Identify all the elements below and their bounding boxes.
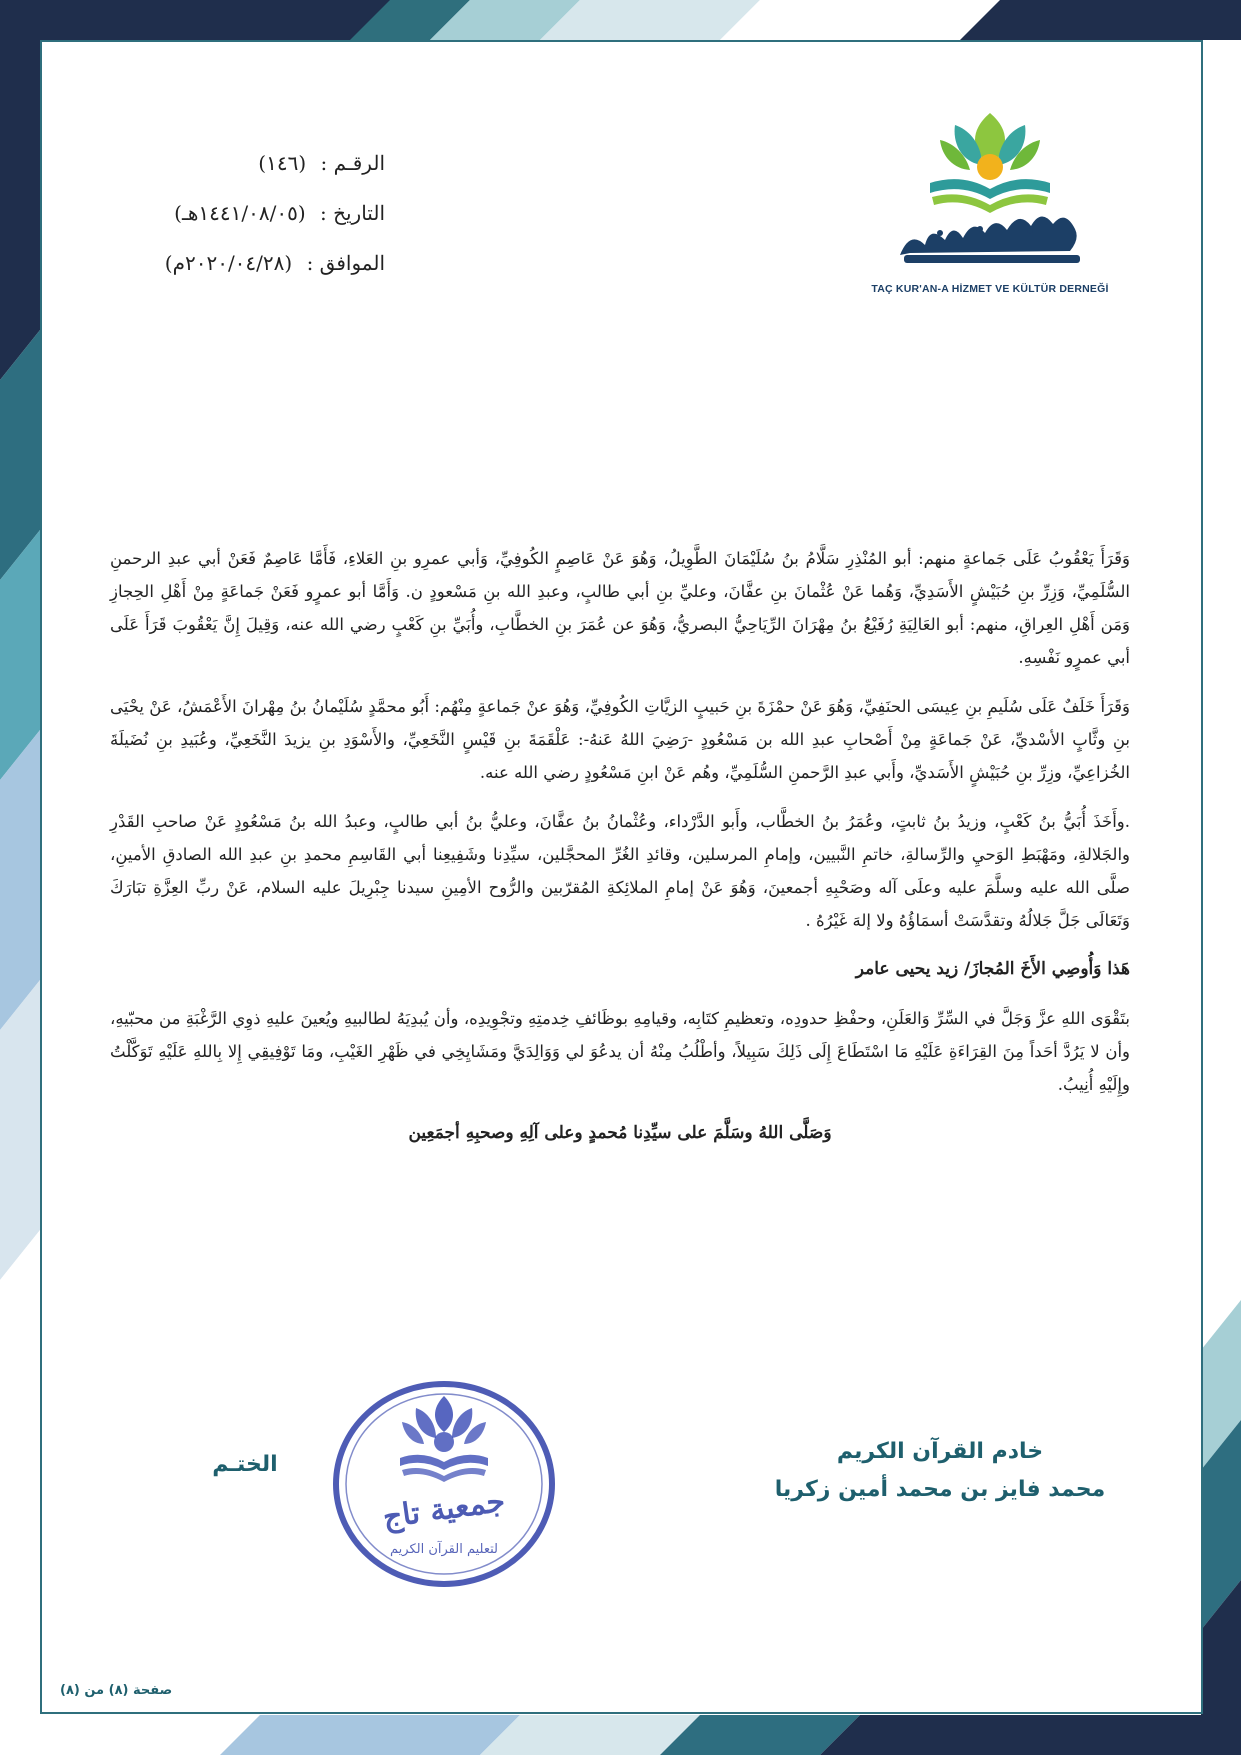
reference-number-value: (١٤٦) <box>258 151 307 175</box>
signatory-name: محمد فايز بن محمد أمين زكريا <box>774 1477 1106 1502</box>
gregorian-date-value: (٢٠٢٠/٠٤/٢٨م) <box>164 251 293 275</box>
hijri-date-label: التاريخ : <box>319 201 385 225</box>
seal-main-text: جمعية تاج <box>380 1483 508 1536</box>
signatory-title: خادم القرآن الكريم <box>836 1439 1044 1464</box>
certificate-body <box>110 542 1130 1166</box>
lotus-book-logo-icon <box>870 105 1110 305</box>
recommendation-heading: هَذا وَأُوصِي الأَخَ المُجازَ/ زيد يحيى عامر <box>855 959 1130 979</box>
organization-name-turkish: TAÇ KUR'AN-A HİZMET VE KÜLTÜR DERNEĞİ <box>871 283 1109 295</box>
seal-label: الختـم <box>212 1452 278 1477</box>
reference-info <box>165 148 385 298</box>
closing-blessing: وَصَلَّى اللهُ وسَلَّمَ على سيِّدِنا مُحمدٍ وعلى آلِهِ وصحبِهِ أجمَعِين <box>408 1123 832 1143</box>
paragraph-chain-yaqub: وَقَرَأَ يَعْقُوبُ عَلَى جَماعةٍ منهم: أبو المُنْذِرِ سَلَّامُ بنُ سُلَيْمَانَ الطَّوِيلُ، وَهُوَ عَنْ عَاصِمٍ الكُوفِيِّ، وَأبي عمرِو بنِ العَلاءِ، فَأَمَّا عَاصِمٌ فَعَنْ أبي عبدِ الرحمنِ السُّلَمِيِّ، وَزِرِّ بنِ حُبَيْشٍ الأَسَدِيِّ، وَهُما عَنْ عُثْمانَ بنِ عفَّانَ، وعليِّ بنِ أبي طالبٍ، وعبدِ الله بنِ مَسْعودٍ ن. وَأَمَّا أبو عمرٍو فَعَنْ جَماعَةٍ مِنْ أَهْلِ الحِجازِ وَمَن أَهْلِ العِراقِ، منهم: أبو العَالِيَةِ رُفَيْعُ بنُ مِهْرَانَ الرِّيَاحِيُّ البصريُّ، وَهُوَ عن عُمَرَ بنِ الخطَّابِ، وأُبَيِّ بنِ كَعْبٍ رضي الله عنه، وَقِيلَ إِنَّ يَعْقُوبَ قَرَأَ عَلَى أبي عمرٍو نَفْسِهِ. <box>110 549 1130 667</box>
reference-number <box>165 148 385 198</box>
paragraph-advice: بتَقْوَى اللهِ عزَّ وَجَلَّ في السِّرِّ وَالعَلَنِ، وحفْظِ حدودِه، وتعظيمِ كتَابِه، وقيامِهِ بوظَائفِ خِدمتِهِ وتجْوِيدِه، وأن يُبدِيَهُ لطالبيهِ ويُعينَ عليهِ ذوِي الرَّغْبَةِ من محبّيهِ، وأن لا يَرُدَّ أحَداً مِنَ القِرَاءَةِ عَلَيْهِ مَا اسْتَطَاعَ إِلَى ذَلِكَ سَبِيلاً، وأطْلُبُ مِنْهُ أن يدعُوَ لي وَوَالِدَيَّ ومَشَايِخِي في ظَهْرِ الغَيْبِ، ومَا تَوْفِيقِي إِلا بِاللهِ عَلَيْهِ تَوَكَّلْتُ وإِلَيْهِ أُنِيبُ. <box>110 1009 1130 1094</box>
page-number: صفحة (٨) من (٨) <box>60 1683 173 1698</box>
seal-sub-text: لتعليم القرآن الكريم <box>390 1542 498 1557</box>
hijri-date-value: (١٤٤١/٠٨/٠٥هـ) <box>174 201 306 225</box>
gregorian-date-label: الموافق : <box>306 251 385 275</box>
hijri-date <box>165 198 385 248</box>
paragraph-chain-prophet: .وأَخَذَ أُبَيُّ بنُ كَعْبٍ، وزيدُ بنُ ثابتٍ، وعُمَرُ بنُ الخطَّاب، وأَبو الدَّرْداء، وعُثْمانُ بنُ عفَّانَ، وعليُّ بنُ أبي طالبٍ، وعبدُ الله بنُ مَسْعُودٍ عَنْ صاحبِ القَدْرِ والجَلالةِ، ومَهْبَطِ الوَحيِ والرِّسالةِ، خاتمِ النَّبيين، وإمامِ المرسلين، وقائدِ الغُرِّ المحجَّلين، سيِّدِنا وشَفِيعِنا أبي القَاسِمِ محمدِ بنِ عبدِ الله الصادقِ الأمينِ، صلَّى الله عليه وسلَّمَ عليه وعلَى آله وصَحْبِهِ أجمعينَ، وَهُوَ عَنْ إمامِ الملائِكةِ المُقرّبين والرُّوح الأمِينِ سيدنا جِبْرِيلَ عليه السلام، عَنْ ربِّ العِزَّةِ تبَارَكَ وَتَعَالَى جَلَّ جَلالُهُ وتقدَّسَتْ أسمَاؤُهُ ولا إلهَ غَيْرُهُ . <box>110 812 1130 930</box>
reference-number-label: الرقـم : <box>320 151 385 175</box>
gregorian-date <box>165 248 385 298</box>
paragraph-chain-khalaf: وَقَرَأَ خَلَفٌ عَلَى سُلَيمِ بنِ عِيسَى الحنَفِيِّ، وَهُوَ عَنْ حمْزَةَ بنِ حَبيبٍ الزيَّاتِ الكُوفِيِّ، وَهُوَ عنْ جَماعةٍ مِنْهُم: أَبُو محمَّدٍ سُلَيْمانُ بنُ مِهْرانَ الأَعْمَشُ، عَنْ يحْيَى بنِ وثَّابٍ الأسْديِّ، عَنْ جَماعَةٍ مِنْ أَصْحابِ عبدِ الله بن مَسْعُودٍ -رَضِيَ اللهُ عَنهُ-: عَلْقَمَةَ بنِ قَيْسٍ النَّخَعِيِّ، والأَسْوَدِ بنِ يزيدَ النَّخَعِيِّ، وعُبَيدِ بنِ نُضَيلَةَ الخُزاعِيِّ، وزِرِّ بنِ حُبَيْشٍ الأَسَديِّ، وأَبي عبدِ الرَّحمنِ السُّلَمِيِّ، وهُم عَنْ ابنِ مَسْعُودٍ رضي الله عنه. <box>110 697 1130 782</box>
signatory <box>740 1433 1140 1509</box>
